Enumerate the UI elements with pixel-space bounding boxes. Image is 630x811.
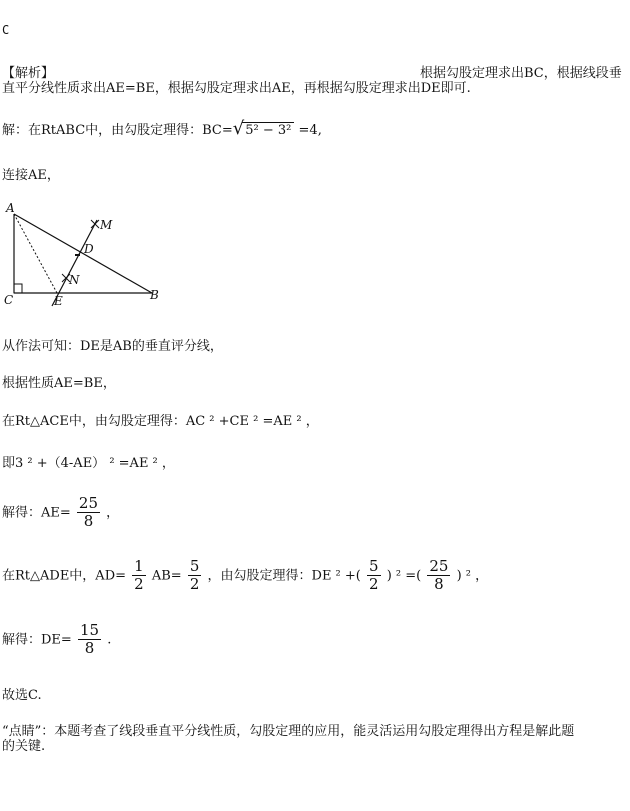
fraction-denominator: 8 — [83, 512, 94, 531]
step9-suffix: . — [107, 632, 112, 648]
step8-text-a: 在Rt△ADE中，AD= — [2, 568, 127, 584]
label-m: M — [100, 218, 113, 232]
conclusion: 故选C. — [2, 688, 42, 703]
label-e: E — [54, 294, 63, 308]
step1-result: =4, — [298, 123, 322, 138]
side-ab — [14, 214, 152, 293]
fraction-denominator: 2 — [134, 575, 144, 594]
fraction-numerator: 25 — [78, 494, 99, 512]
solution-step5: 在Rt△ACE中，由勾股定理得：AC ² +CE ² =AE ² ， — [2, 414, 319, 429]
geometry-figure — [2, 200, 162, 310]
answer-label: C — [2, 23, 10, 37]
fraction-numerator: 5 — [369, 557, 379, 575]
label-a: A — [6, 201, 15, 215]
label-c: C — [4, 293, 14, 307]
label-d: D — [84, 242, 94, 256]
fraction-half — [132, 558, 146, 594]
solution-step7 — [2, 495, 119, 531]
analysis-line1: 根据勾股定理求出BC，根据线段垂 — [420, 66, 622, 81]
fraction-denominator: 2 — [189, 575, 200, 594]
step7-text: 解得：AE= — [2, 505, 71, 521]
right-angle-mark — [14, 284, 22, 293]
fraction-de — [78, 622, 101, 658]
fraction-numerator: 15 — [79, 621, 100, 639]
solution-step1 — [2, 118, 322, 139]
step8-text-c: ，由勾股定理得：DE ² +( — [207, 568, 361, 584]
comment-line1: “点睛”：本题考查了线段垂直平分线性质，勾股定理的应用，能灵活运用勾股定理得出方程是解此题 — [2, 724, 575, 739]
fraction-numerator: 1 — [134, 557, 144, 575]
fraction-numerator: 5 — [189, 557, 200, 575]
solution-step9 — [2, 622, 111, 658]
fraction-five-halves-2 — [367, 558, 381, 594]
sqrt-symbol: √ — [232, 118, 245, 139]
fraction-ae — [77, 495, 100, 531]
solution-step2: 连接AE， — [2, 168, 60, 183]
step1-text: 解：在RtABC中，由勾股定理得：BC= — [2, 123, 233, 138]
step1-radicand: 5² − 3² — [242, 122, 294, 138]
analysis-tag: 【解析】 — [2, 66, 55, 81]
fraction-denominator: 2 — [369, 575, 379, 594]
label-n: N — [69, 273, 80, 287]
solution-step3: 从作法可知：DE是AB的垂直评分线， — [2, 339, 223, 354]
fraction-five-halves — [188, 558, 202, 594]
analysis-line2: 直平分线性质求出AE=BE，根据勾股定理求出AE，再根据勾股定理求出DE即可. — [2, 81, 471, 96]
step8-text-e: ) ² ， — [456, 568, 489, 584]
step9-text: 解得：DE= — [2, 632, 72, 648]
step8-text-d: ) ² =( — [386, 568, 422, 584]
step8-text-b: AB= — [151, 568, 182, 584]
fraction-denominator: 8 — [84, 639, 95, 658]
label-b: B — [150, 288, 159, 302]
step7-suffix: ， — [106, 505, 120, 521]
fraction-25-8 — [427, 558, 450, 594]
fraction-numerator: 25 — [429, 557, 449, 575]
solution-step8 — [2, 558, 488, 594]
fraction-denominator: 8 — [434, 575, 444, 594]
comment-line2: 的关键. — [2, 739, 46, 754]
solution-step6: 即3 ² +（4-AE） ² =AE ² ， — [2, 456, 175, 471]
solution-step4: 根据性质AE=BE， — [2, 376, 116, 391]
